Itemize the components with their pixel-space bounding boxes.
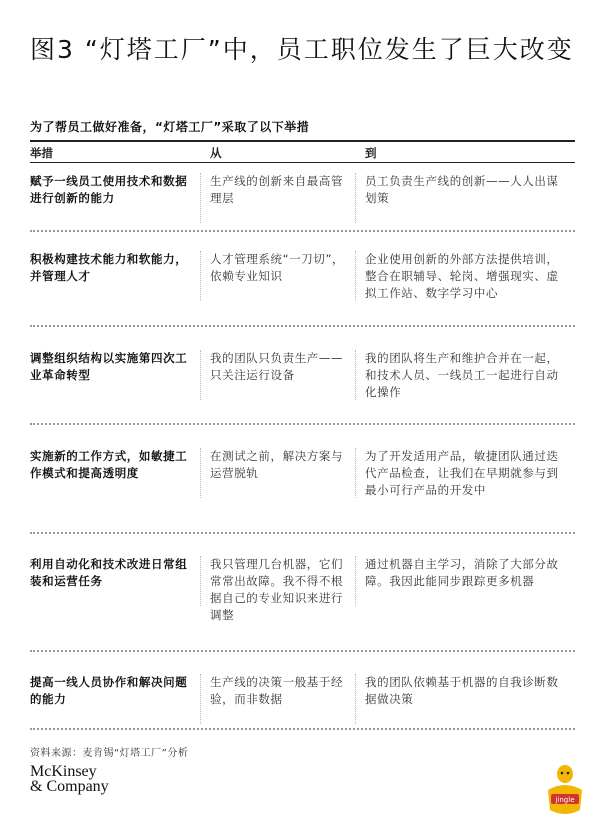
column-divider: [355, 448, 356, 498]
cell-measure: 利用自动化和技术改进日常组装和运营任务: [30, 557, 188, 588]
column-divider: [355, 350, 356, 400]
row-divider: [30, 728, 575, 730]
cell-to: 通过机器自主学习，消除了大部分故障。我因此能同步跟踪更多机器: [365, 557, 559, 588]
header-to: 到: [365, 146, 377, 160]
header-from: 从: [210, 146, 222, 160]
logo-line-2: & Company: [30, 778, 109, 795]
cell-to: 为了开发适用产品，敏捷团队通过迭代产品检查，让我们在早期就参与到最小可行产品的开发中: [365, 449, 559, 497]
row-divider: [30, 423, 575, 425]
table-header: [30, 140, 575, 163]
cell-to: 企业使用创新的外部方法提供培训，整合在职辅导、轮岗、增强现实、虚拟工作站、数字学习中心: [365, 252, 559, 300]
column-divider: [200, 556, 201, 606]
mascot-head-shape: [557, 765, 573, 783]
column-divider: [200, 251, 201, 301]
cell-from: 生产线的决策一般基于经验，而非数据: [210, 675, 344, 706]
mckinsey-logo: [30, 764, 109, 794]
column-divider: [200, 173, 201, 223]
table-subtitle: 为了帮员工做好准备，“灯塔工厂”采取了以下举措: [30, 120, 310, 134]
row-divider: [30, 325, 575, 327]
cell-measure: 调整组织结构以实施第四次工业革命转型: [30, 351, 188, 382]
column-divider: [355, 173, 356, 223]
source-note: 资料来源：麦肯锡“灯塔工厂”分析: [30, 748, 189, 759]
cell-measure: 实施新的工作方式，如敏捷工作模式和提高透明度: [30, 449, 188, 480]
header-measure: 举措: [30, 146, 53, 160]
cell-from: 在测试之前，解决方案与运营脱轨: [210, 449, 344, 480]
cell-to: 我的团队将生产和维护合并在一起，和技术人员、一线员工一起进行自动化操作: [365, 351, 559, 399]
mascot-label: jingle: [555, 796, 575, 804]
column-divider: [200, 674, 201, 724]
mascot-eye: [567, 772, 570, 775]
cell-from: 我的团队只负责生产——只关注运行设备: [210, 351, 344, 382]
cell-from: 生产线的创新来自最高管理层: [210, 174, 344, 205]
cell-from: 人才管理系统“一刀切”，依赖专业知识: [210, 252, 345, 283]
cell-measure: 赋予一线员工使用技术和数据进行创新的能力: [30, 174, 188, 205]
cell-measure: 积极构建技术能力和软能力，并管理人才: [30, 252, 188, 283]
mascot-eye: [561, 772, 564, 775]
figure-title: 图3 “灯塔工厂”中，员工职位发生了巨大改变: [30, 35, 574, 64]
row-divider: [30, 532, 575, 534]
row-divider: [30, 650, 575, 652]
mascot-icon: [540, 760, 590, 820]
column-divider: [355, 674, 356, 724]
column-divider: [200, 448, 201, 498]
cell-to: 我的团队依赖基于机器的自我诊断数据做决策: [365, 675, 559, 706]
column-divider: [355, 251, 356, 301]
cell-measure: 提高一线人员协作和解决问题的能力: [30, 675, 188, 706]
cell-to: 员工负责生产线的创新——人人出谋划策: [365, 174, 559, 205]
cell-from: 我只管理几台机器，它们常常出故障。我不得不根据自己的专业知识来进行调整: [210, 557, 344, 622]
logo-line-1: McKinsey: [30, 763, 97, 780]
column-divider: [200, 350, 201, 400]
row-divider: [30, 230, 575, 232]
column-divider: [355, 556, 356, 606]
